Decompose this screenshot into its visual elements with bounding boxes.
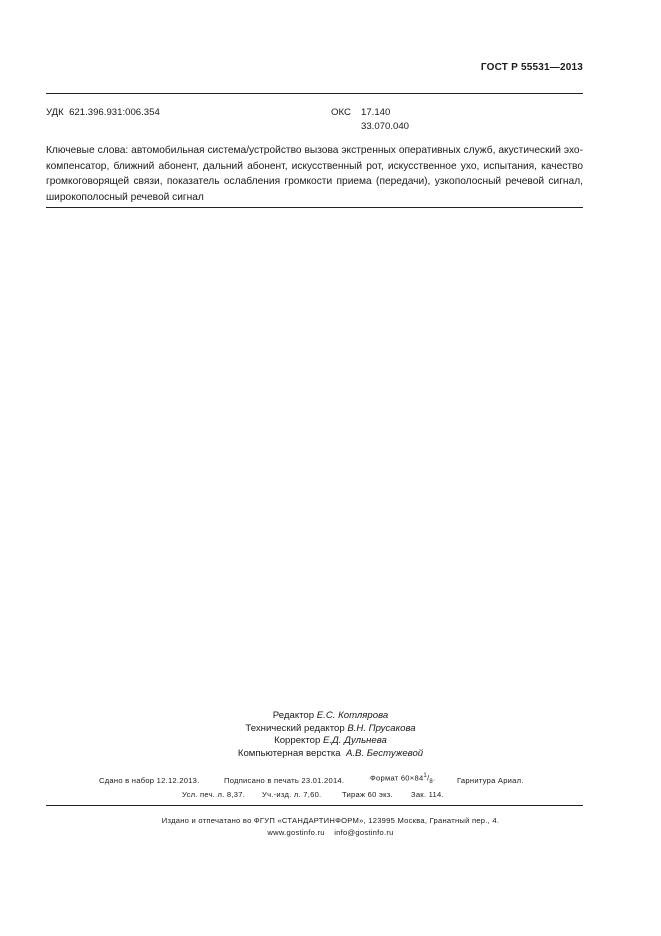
pub-sheets: Уч.-изд. л. 7,60. [262, 790, 322, 799]
oks-value: 33.070.040 [361, 121, 410, 132]
keywords-rule [46, 207, 583, 208]
udk-line [46, 106, 160, 120]
oks-label: ОКС [331, 107, 351, 118]
signed-date: Подписано в печать 23.01.2014. [224, 776, 345, 785]
format-sub: 8 [429, 779, 433, 786]
corrector-line [0, 735, 661, 748]
oks-value: 17.140 [361, 107, 391, 118]
layout-line [0, 748, 661, 761]
udk-label: УДК [46, 107, 64, 118]
keywords-text: Ключевые слова: автомобильная система/устройство вызова экстренных оперативных служб, акустический эхо-компенсатор, ближний абонент, дальний абонент, искусственный рот, искусственное ухо, испытания, качество громкоговорящей связи, показатель ослабления громкости приема (передачи), узкополосный речевой сигнал, широкополосный речевой сигнал [46, 145, 583, 203]
submitted-date: Сдано в набор 12.12.2013. [99, 776, 200, 785]
publisher-contacts [0, 827, 661, 839]
layout-label: Компьютерная верстка [237, 747, 341, 759]
format-prefix: Формат 60×84 [370, 773, 424, 783]
tech-editor-line [0, 723, 661, 736]
corrector-name: Е.Д. Дульнева [322, 735, 387, 746]
format-sup: 1 [423, 773, 428, 779]
print-sheets: Усл. печ. л. 8,37. [182, 790, 246, 799]
standard-number: ГОСТ Р 55531—2013 [480, 62, 583, 73]
editor-label: Редактор [272, 710, 315, 721]
format-suffix: . [432, 773, 436, 783]
typeface: Гарнитура Ариал. [457, 776, 524, 785]
editor-line [0, 710, 661, 723]
publisher-address: Издано и отпечатано во ФГУП «СТАНДАРТИНФОРМ», 123995 Москва, Гранатный пер., 4. [161, 816, 500, 825]
udk-value: 621.396.931:006.354 [69, 107, 160, 118]
publisher-email[interactable]: info@gostinfo.ru [334, 828, 394, 837]
layout-name: А.В. Бестужевой [345, 747, 424, 759]
keywords-paragraph [46, 143, 583, 205]
header-rule [46, 93, 583, 94]
tech-editor-label: Технический редактор [245, 722, 345, 734]
paper-format: Формат $60\times 84^1/_8$. [370, 773, 436, 786]
publisher-website[interactable]: www.gostinfo.ru [267, 828, 325, 837]
order-number: Зак. 114. [411, 790, 444, 799]
corrector-label: Корректор [274, 735, 321, 746]
credits-block [0, 710, 661, 760]
tech-editor-name: В.Н. Прусакова [347, 722, 416, 734]
print-run: Тираж 60 экз. [342, 790, 393, 799]
oks-values [361, 106, 409, 134]
publisher-block [0, 815, 661, 839]
editor-name: Е.С. Котлярова [316, 710, 389, 721]
imprint-rule [46, 805, 583, 806]
